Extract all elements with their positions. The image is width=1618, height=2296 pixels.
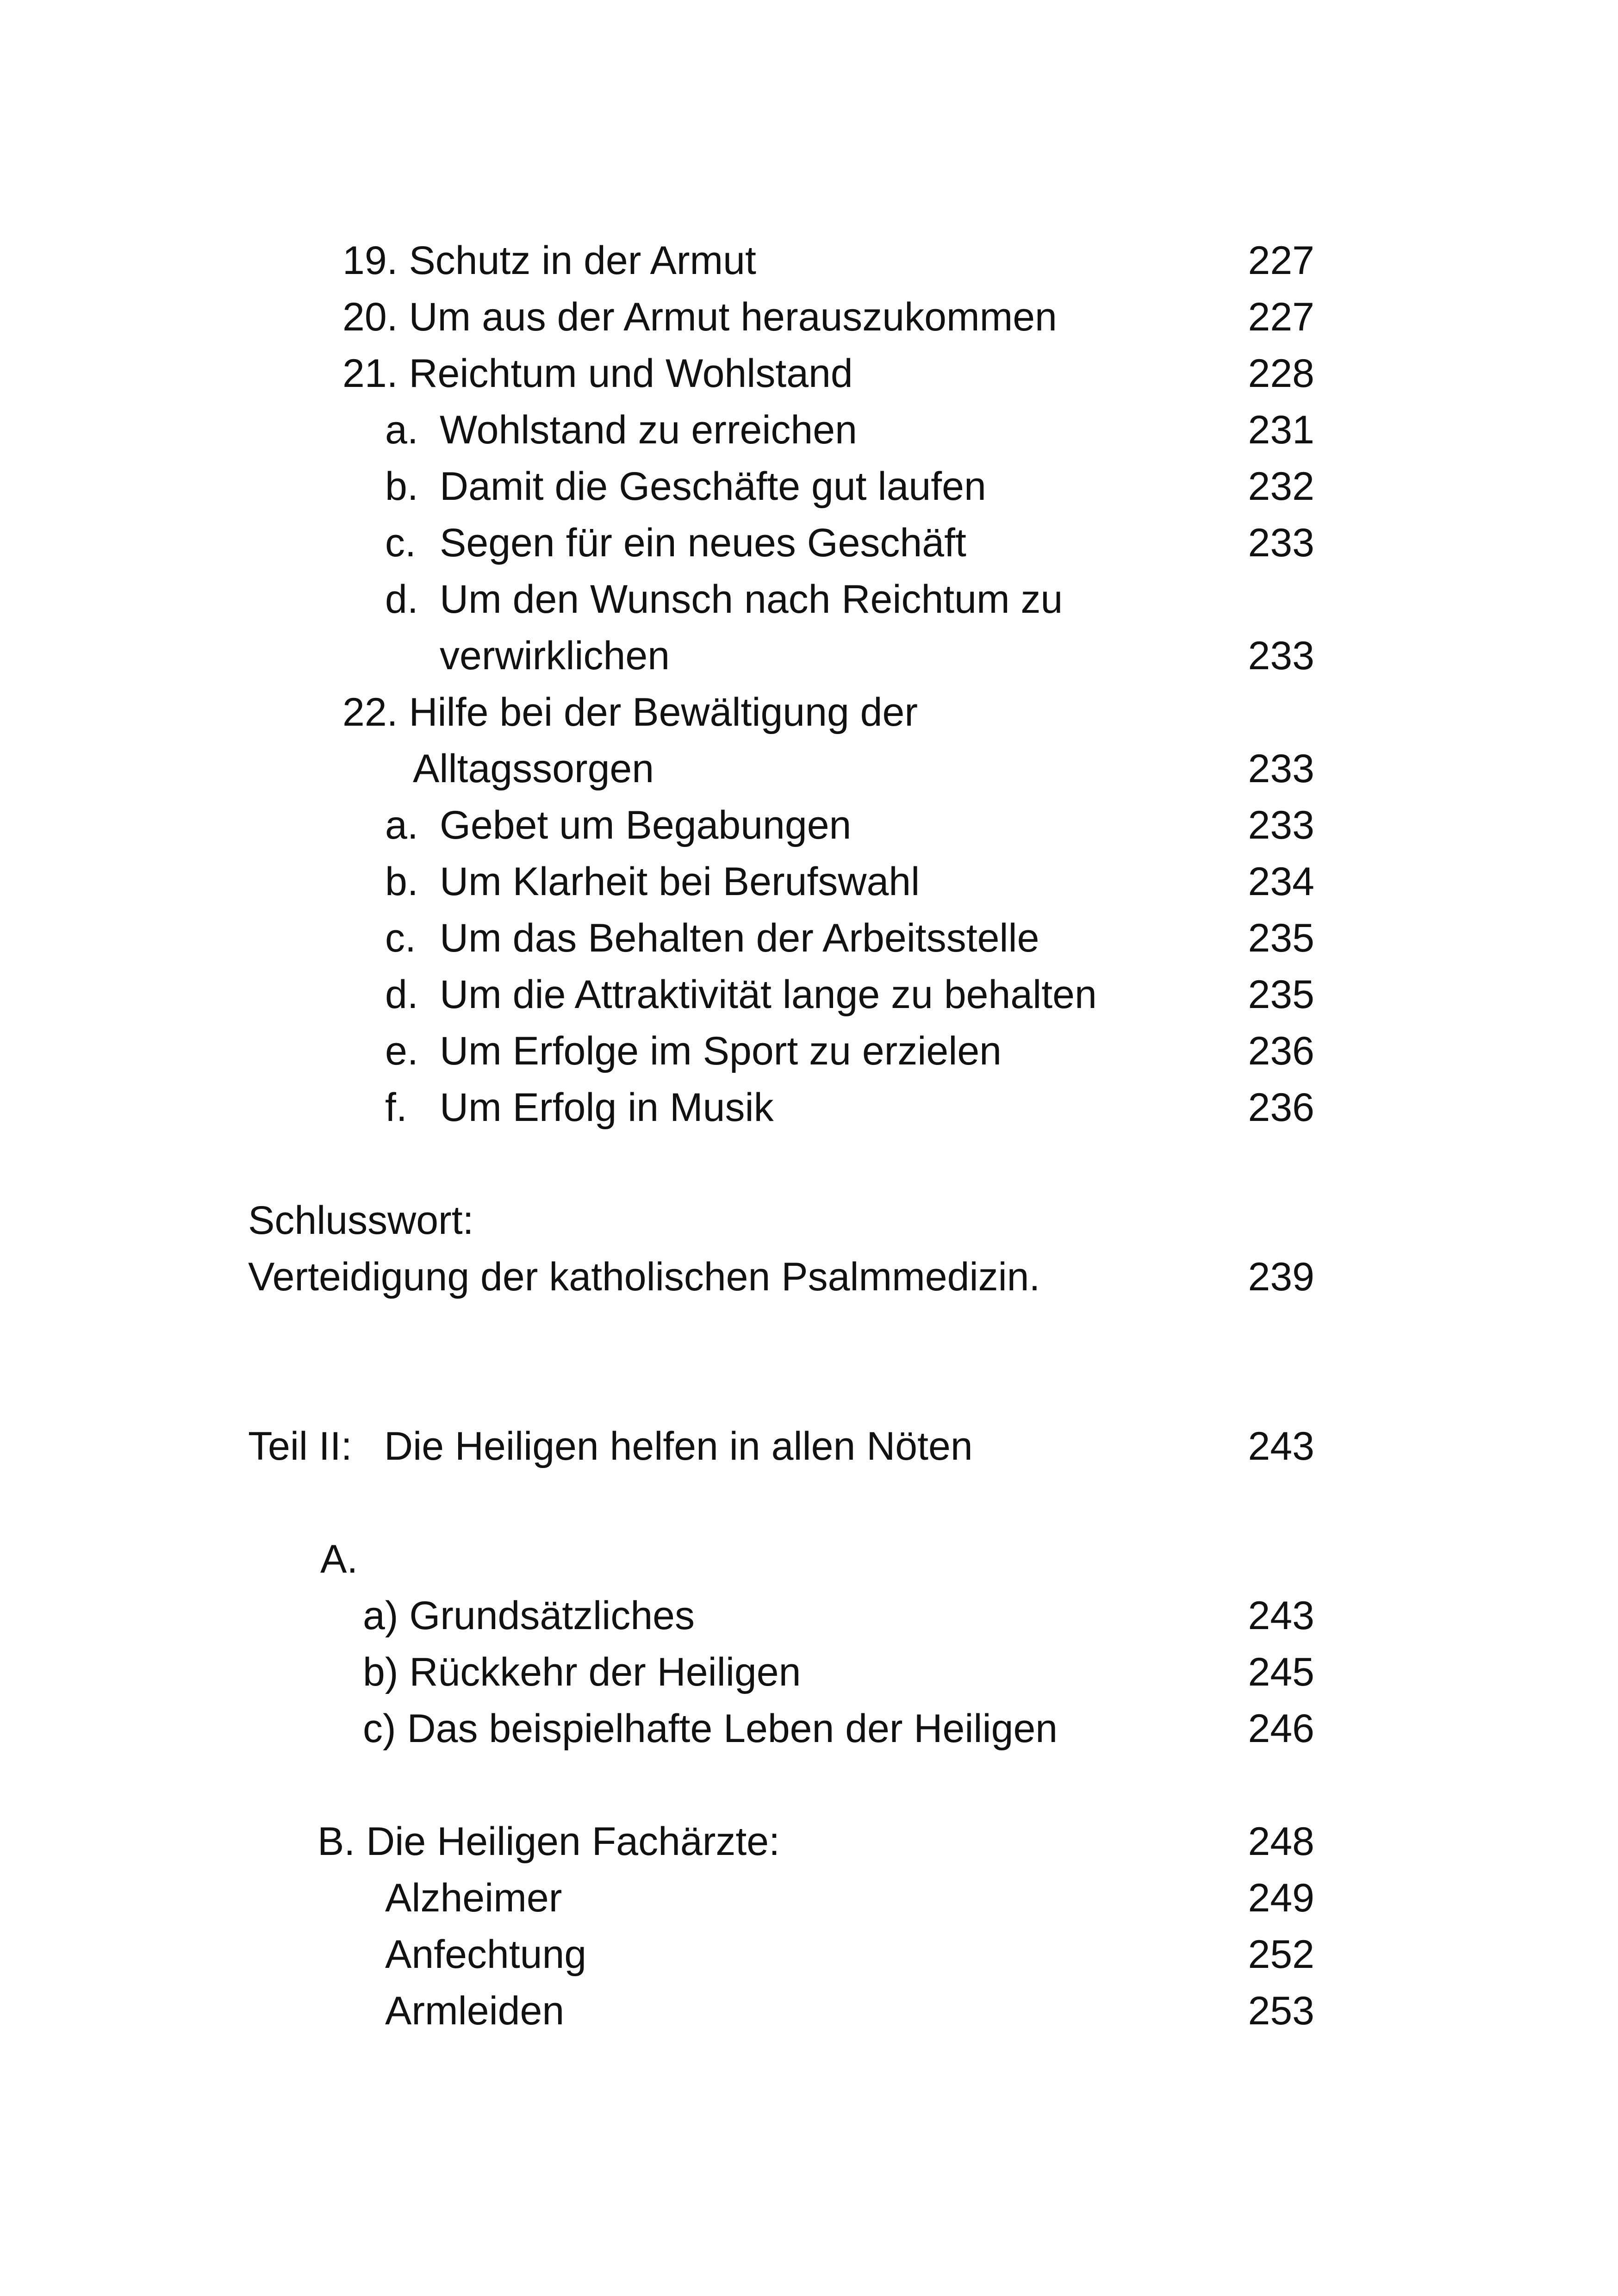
toc-entry-title: Um den Wunsch nach Reichtum zu (440, 577, 1063, 622)
toc-entry-title: 19. Schutz in der Armut (342, 238, 756, 283)
toc-entry-title: a) Grundsätzliches (363, 1593, 695, 1638)
toc-page-number: 253 (1248, 1989, 1314, 2033)
toc-entry-teil-2 (0, 1418, 1618, 1475)
toc-entry-title: Segen für ein neues Geschäft (440, 521, 966, 565)
toc-entry-21a (0, 402, 1618, 458)
toc-part-label: Teil II: (248, 1424, 352, 1468)
toc-page-number: 235 (1248, 916, 1314, 960)
toc-section-a (0, 1531, 1618, 1587)
toc-page-number: 227 (1248, 295, 1314, 339)
toc-entry-marker: b. (385, 464, 418, 509)
toc-page-number: 249 (1248, 1876, 1314, 1920)
toc-entry-marker: e. (385, 1029, 418, 1073)
toc-entry-schlusswort-continued (0, 1249, 1618, 1305)
toc-entry-b2 (0, 1926, 1618, 1983)
toc-page-number: 243 (1248, 1593, 1314, 1638)
toc-entry-22c (0, 910, 1618, 966)
toc-entry-title: Um das Behalten der Arbeitsstelle (440, 916, 1039, 960)
toc-entry-title: Um Erfolg in Musik (440, 1085, 774, 1130)
toc-page-number: 248 (1248, 1819, 1314, 1864)
toc-entry-title-continued: Alltagssorgen (413, 747, 654, 791)
toc-entry-title: Um die Attraktivität lange zu behalten (440, 972, 1097, 1017)
toc-entry-marker: c. (385, 521, 416, 565)
toc-page-number: 246 (1248, 1706, 1314, 1751)
toc-page-number: 235 (1248, 972, 1314, 1017)
toc-entry-title: 22. Hilfe bei der Bewältigung der (342, 690, 918, 734)
toc-entry-title: b) Rückkehr der Heiligen (363, 1650, 801, 1694)
toc-entry-title: 20. Um aus der Armut herauszukommen (342, 295, 1057, 339)
toc-page-number: 233 (1248, 803, 1314, 847)
toc-entry-marker: a. (385, 408, 418, 452)
toc-entry-marker: f. (385, 1085, 407, 1130)
toc-page-number: 232 (1248, 464, 1314, 509)
toc-entry-title: B. Die Heiligen Fachärzte: (317, 1819, 780, 1864)
toc-entry-title: c) Das beispielhafte Leben der Heiligen (363, 1706, 1058, 1751)
toc-entry-21b (0, 458, 1618, 515)
toc-entry-marker: a. (385, 803, 418, 847)
toc-section-b (0, 1813, 1618, 1870)
toc-page-number: 252 (1248, 1932, 1314, 1977)
toc-entry-22d (0, 966, 1618, 1023)
toc-page-number: 234 (1248, 859, 1314, 904)
toc-entry-title: Die Heiligen helfen in allen Nöten (384, 1424, 973, 1468)
toc-entry-title: Um Klarheit bei Berufswahl (440, 859, 920, 904)
toc-entry-21 (0, 345, 1618, 402)
toc-entry-22f (0, 1079, 1618, 1136)
toc-entry-marker: c. (385, 916, 416, 960)
toc-entry-title: Alzheimer (385, 1876, 562, 1920)
toc-entry-22-continued (0, 740, 1618, 797)
toc-entry-title-continued: verwirklichen (440, 634, 670, 678)
toc-entry-a3 (0, 1700, 1618, 1757)
toc-entry-marker: d. (385, 972, 418, 1017)
toc-entry-20 (0, 289, 1618, 345)
toc-entry-a2 (0, 1644, 1618, 1700)
toc-entry-22 (0, 684, 1618, 740)
toc-entry-a1 (0, 1587, 1618, 1644)
toc-entry-title: Gebet um Begabungen (440, 803, 852, 847)
toc-entry-21d (0, 571, 1618, 628)
toc-entry-22e (0, 1023, 1618, 1079)
toc-entry-marker: d. (385, 577, 418, 622)
toc-page-number: 233 (1248, 521, 1314, 565)
toc-entry-19 (0, 232, 1618, 289)
toc-page-number: 228 (1248, 351, 1314, 396)
toc-entry-title: Schlusswort: (248, 1198, 474, 1243)
toc-page-number: 231 (1248, 408, 1314, 452)
toc-page-number: 236 (1248, 1085, 1314, 1130)
toc-entry-21d-continued (0, 628, 1618, 684)
toc-page-number: 239 (1248, 1255, 1314, 1299)
toc-entry-21c (0, 515, 1618, 571)
toc-page-number: 233 (1248, 747, 1314, 791)
toc-page-number: 233 (1248, 634, 1314, 678)
toc-entry-title-continued: Verteidigung der katholischen Psalmmedizin. (248, 1255, 1040, 1299)
toc-page-number: 236 (1248, 1029, 1314, 1073)
toc-entry-title: Damit die Geschäfte gut laufen (440, 464, 986, 509)
toc-entry-title: Armleiden (385, 1989, 565, 2033)
toc-page-number: 227 (1248, 238, 1314, 283)
toc-entry-title: Wohlstand zu erreichen (440, 408, 857, 452)
toc-entry-22a (0, 797, 1618, 853)
toc-entry-marker: b. (385, 859, 418, 904)
toc-page-number: 245 (1248, 1650, 1314, 1694)
toc-page-number: 243 (1248, 1424, 1314, 1468)
toc-entry-title: Anfechtung (385, 1932, 587, 1977)
toc-entry-b1 (0, 1870, 1618, 1926)
toc-entry-title: Um Erfolge im Sport zu erzielen (440, 1029, 1002, 1073)
toc-entry-b3 (0, 1983, 1618, 2039)
toc-entry-schlusswort (0, 1192, 1618, 1249)
toc-section-label: A. (320, 1537, 358, 1581)
toc-entry-title: 21. Reichtum und Wohlstand (342, 351, 853, 396)
toc-entry-22b (0, 853, 1618, 910)
